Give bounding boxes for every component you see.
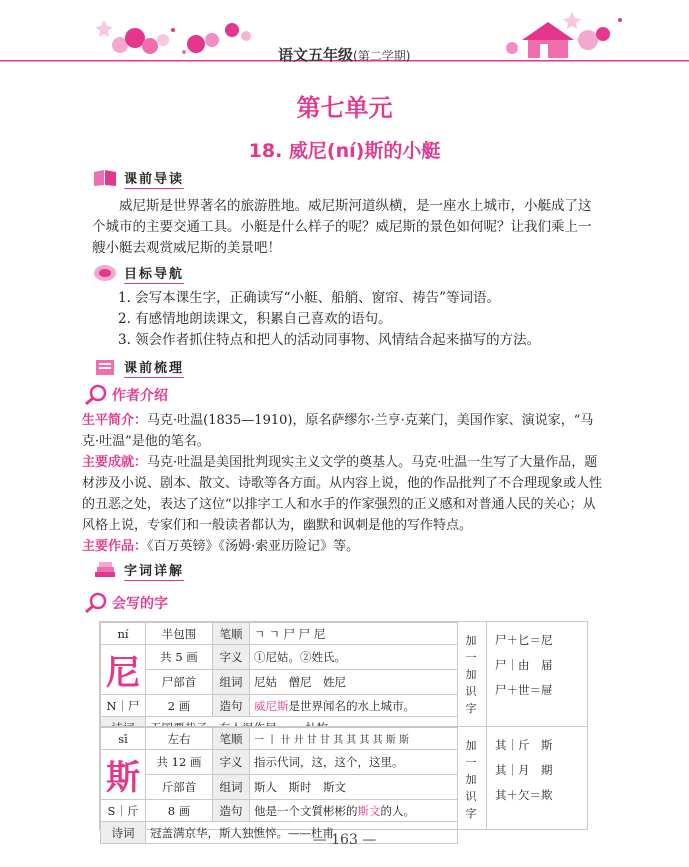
goal-item: 1. 会写本课生字，正确读写“小艇、船艄、窗帘、祷告”等词语。 bbox=[118, 290, 500, 306]
section-words-title: 字词详解 bbox=[124, 560, 184, 581]
writing-chars-subheading-text: 会写的字 bbox=[112, 596, 168, 612]
index: N｜尸 bbox=[101, 695, 146, 717]
works-text: 《百万英镑》《汤姆·索亚历险记》等。 bbox=[147, 539, 360, 554]
target-icon bbox=[92, 263, 118, 283]
section-intro-title: 课前导读 bbox=[124, 168, 184, 189]
char-card-table bbox=[100, 727, 458, 844]
char-card-table bbox=[100, 622, 458, 739]
big-character: 斯 bbox=[101, 750, 146, 800]
sentence-rest: 是世界闻名的水上城市。 bbox=[288, 698, 415, 713]
section-intro-heading bbox=[92, 167, 184, 189]
magnifier-icon bbox=[84, 592, 108, 614]
poem-label: 诗词 bbox=[101, 822, 146, 844]
structure: 半包围 bbox=[146, 623, 213, 645]
magnifier-icon bbox=[84, 384, 108, 406]
side-line: 尸｜由 届 bbox=[495, 658, 553, 672]
author-bio bbox=[82, 410, 602, 452]
big-character: 尼 bbox=[101, 645, 146, 695]
book-title-text: 语文五年级 bbox=[278, 46, 354, 64]
section-goals-title: 目标导航 bbox=[124, 263, 184, 284]
goal-item: 3. 领会作者抓住特点和把人的活动同事物、风情结合起来描写的方法。 bbox=[118, 332, 541, 348]
notebook-icon bbox=[92, 357, 118, 377]
goal-item: 2. 有感情地朗读课文，积累自己喜欢的语句。 bbox=[118, 311, 392, 327]
left-tree-decoration bbox=[95, 20, 251, 54]
radical: 斤部首 bbox=[146, 775, 213, 800]
author-achievement bbox=[82, 452, 602, 536]
section-goals-heading bbox=[92, 262, 184, 284]
side-lines bbox=[495, 628, 553, 703]
unit-title: 第七单元 bbox=[296, 94, 393, 122]
bio-label: 生平简介： bbox=[82, 413, 148, 428]
achievement-label: 主要成就： bbox=[82, 455, 148, 470]
structure: 左右 bbox=[146, 728, 213, 750]
stroke-count: 共 12 画 bbox=[146, 750, 213, 775]
writing-chars-subheading bbox=[84, 592, 168, 614]
sentence-label: 造句 bbox=[213, 695, 250, 717]
meaning: 指示代词，这，这个，这里。 bbox=[250, 750, 458, 775]
side-line: 尸＋世＝屉 bbox=[495, 683, 553, 697]
sentence bbox=[250, 800, 458, 822]
side-label: 加一加识字 bbox=[465, 739, 477, 820]
poem: 冠盖满京华，斯人独憔悴。——杜甫 bbox=[146, 822, 458, 844]
sentence-start: 他是一个文質彬彬的 bbox=[254, 803, 358, 818]
page-number: — 163 — bbox=[312, 832, 377, 848]
author-works bbox=[82, 536, 602, 557]
index-letter: N bbox=[106, 698, 117, 713]
stroke-order: ㄱ ㄱ 尸 尸 尼 bbox=[250, 623, 458, 645]
side-lines bbox=[495, 733, 553, 808]
side-label: 加一加识字 bbox=[465, 634, 477, 715]
section-review-title: 课前梳理 bbox=[124, 357, 184, 378]
words-label: 组词 bbox=[213, 775, 250, 800]
book-subtitle: (第二学期) bbox=[353, 49, 411, 63]
sentence-label: 造句 bbox=[213, 800, 250, 822]
achievement-text: 马克·吐温是美国批判现实主义文学的奠基人。马克·吐温一生写了大量作品，题材涉及小说、剧本、散文、诗歌等各方面。从内容上说，他的作品批判了不合理现象或人性的丑恶之处，表达了这位“以排字工人和水手的作家强烈的正义感和对普通人民的关心；从风格上说，专家们和一般读者都认为，幽默和讽刺是他的写作特点。 bbox=[82, 455, 603, 533]
side-line: 其｜月 期 bbox=[495, 763, 553, 777]
sentence-highlight: 斯文 bbox=[357, 803, 381, 818]
index: S｜斤 bbox=[101, 800, 146, 822]
extra-strokes: 8 画 bbox=[146, 800, 213, 822]
book-title bbox=[278, 44, 410, 65]
words-label: 组词 bbox=[213, 670, 250, 695]
meaning-label: 字义 bbox=[213, 645, 250, 670]
author-subheading-text: 作者介绍 bbox=[112, 388, 168, 404]
sentence bbox=[250, 695, 458, 717]
right-house-decoration bbox=[506, 12, 622, 58]
index-radical: 斤 bbox=[126, 803, 139, 818]
section-review-heading bbox=[92, 356, 184, 378]
works-label: 主要作品： bbox=[82, 539, 148, 554]
intro-paragraph: 威尼斯是世界著名的旅游胜地。威尼斯河道纵横，是一座水上城市，小艇成了这个城市的主要交通工具。小艇是什么样子的呢？威尼斯的景色如何呢？让我们乘上一艘小艇去观赏威尼斯的美景吧！ bbox=[92, 198, 592, 256]
book-icon bbox=[92, 168, 118, 188]
side-line: 其＋欠＝欺 bbox=[495, 788, 553, 802]
side-line: 其｜斤 斯 bbox=[495, 738, 553, 752]
side-panel bbox=[457, 727, 587, 829]
author-subheading bbox=[84, 384, 168, 406]
bio-text: 马克·吐温(1835—1910)，原名萨缪尔·兰亨·克莱门，美国作家、演说家，“马克·吐温”是他的笔名。 bbox=[82, 413, 594, 449]
stroke-count: 共 5 画 bbox=[146, 645, 213, 670]
extra-strokes: 2 画 bbox=[146, 695, 213, 717]
order-label: 笔顺 bbox=[213, 728, 250, 750]
words: 尼姑 僧尼 姓尼 bbox=[250, 670, 458, 695]
pinyin: sī bbox=[101, 728, 146, 750]
stroke-order: 一 丨 卄 廾 甘 甘 其 其 其 其 斯 斯 bbox=[250, 728, 458, 750]
books-stack-icon bbox=[92, 560, 118, 580]
section-words-heading bbox=[92, 559, 184, 581]
words: 斯人 斯时 斯文 bbox=[250, 775, 458, 800]
radical: 尸部首 bbox=[146, 670, 213, 695]
sentence-highlight: 威尼斯 bbox=[254, 698, 289, 713]
meaning: ①尼姑。②姓氏。 bbox=[250, 645, 458, 670]
index-letter: S bbox=[107, 803, 116, 818]
sentence-end: 的人。 bbox=[380, 803, 415, 818]
side-panel bbox=[457, 622, 587, 727]
side-line: 尸＋匕＝尼 bbox=[495, 633, 553, 647]
char-card-ni bbox=[99, 621, 588, 728]
index-radical: 尸 bbox=[128, 698, 140, 713]
pinyin: ní bbox=[101, 623, 146, 645]
order-label: 笔顺 bbox=[213, 623, 250, 645]
meaning-label: 字义 bbox=[213, 750, 250, 775]
lesson-title: 18. 威尼(ní)斯的小艇 bbox=[248, 140, 441, 162]
